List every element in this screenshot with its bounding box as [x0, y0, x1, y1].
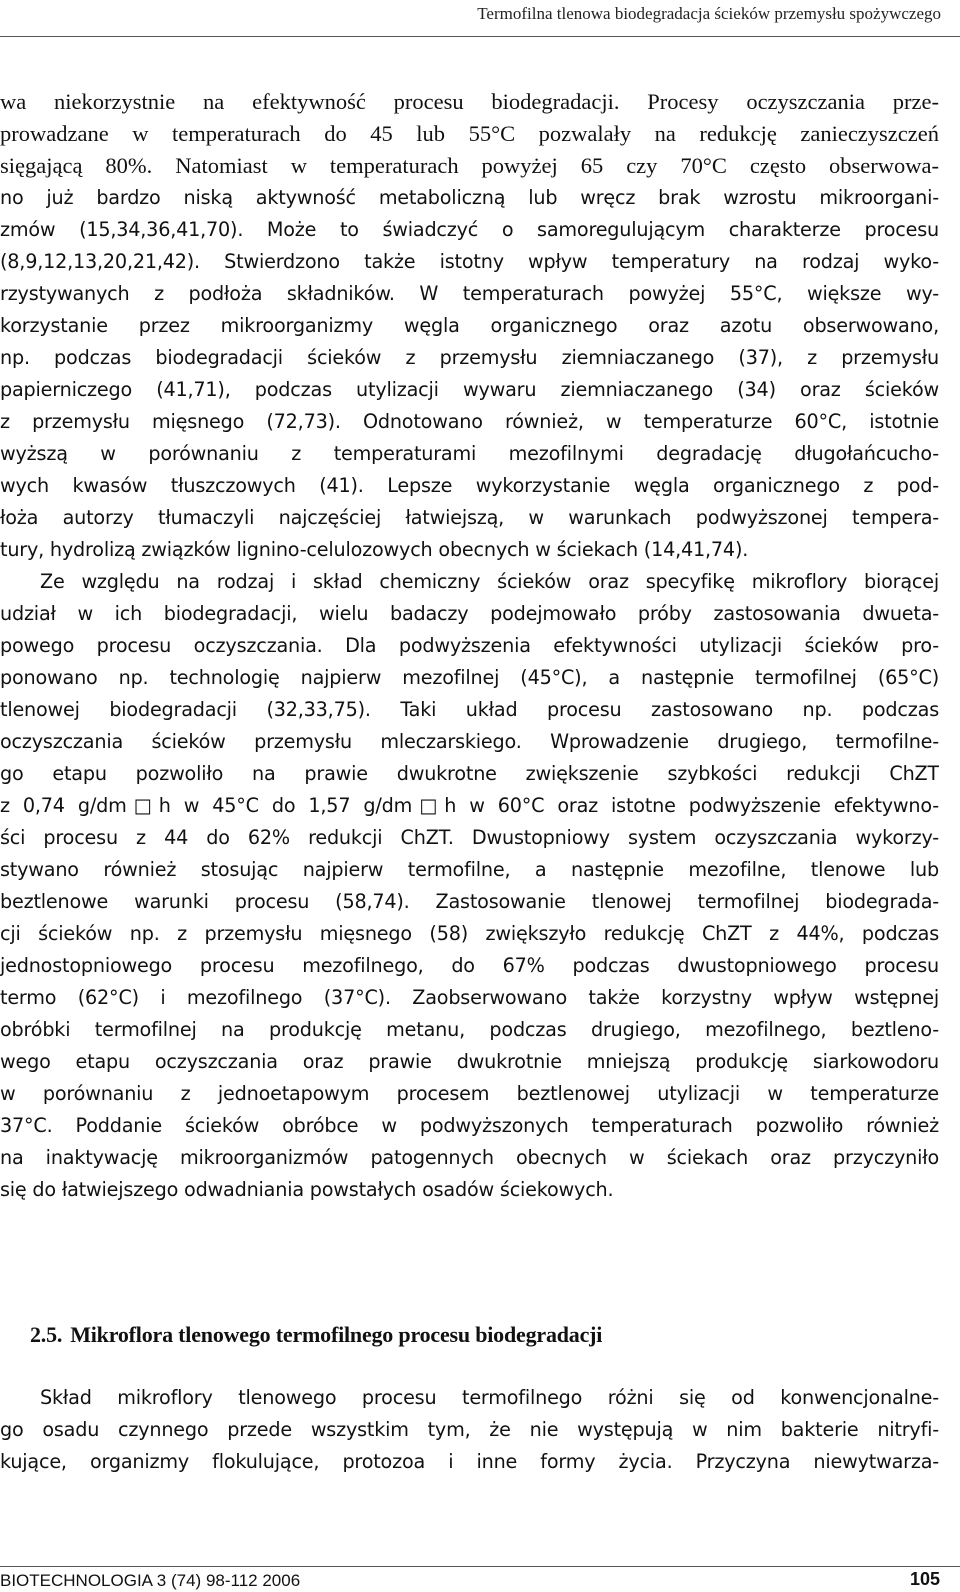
text-line: udział w ich biodegradacji, wielu badaczy podejmowało próby zastosowania dwueta-	[0, 602, 939, 625]
running-header: Termofilna tlenowa biodegradacja ścieków przemysłu spożywczego	[477, 4, 941, 23]
text-line: wyższą w porównaniu z temperaturami mezofilnymi degradację długołańcucho-	[0, 442, 939, 465]
text-line: wych kwasów tłuszczowych (41). Lepsze wykorzystanie węgla organicznego z pod-	[0, 474, 939, 497]
text-line: jednostopniowego procesu mezofilnego, do 67% podczas dwustopniowego procesu	[0, 954, 939, 977]
section-title: Mikroflora tlenowego termofilnego procesu biodegradacji	[70, 1322, 603, 1347]
text-line: 37°C. Poddanie ścieków obróbce w podwyższonych temperaturach pozwoliło również	[0, 1114, 939, 1137]
text-line: go osadu czynnego przede wszystkim tym, że nie występują w nim bakterie nitryfi-	[0, 1418, 939, 1441]
text-line: (8,9,12,13,20,21,42). Stwierdzono także istotny wpływ temperatury na rodzaj wyko-	[0, 250, 939, 273]
text-line: sięgającą 80%. Natomiast w temperaturach powyżej 65 czy 70°C często obserwowa-	[0, 153, 939, 178]
text-line: cji ścieków np. z przemysłu mięsnego (58) zwiększyło redukcję ChZT z 44%, podczas	[0, 922, 939, 945]
text-line: wego etapu oczyszczania oraz prawie dwukrotnie mniejszą produkcję siarkowodoru	[0, 1050, 939, 1073]
text-line: prowadzane w temperaturach do 45 lub 55°C pozwalały na redukcję zanieczyszczeń	[0, 121, 939, 146]
text-line: ści procesu z 44 do 62% redukcji ChZT. Dwustopniowy system oczyszczania wykorzy-	[0, 826, 939, 849]
text-line: łoża autorzy tłumaczyli najczęściej łatwiejszą, w warunkach podwyższonej tempera-	[0, 506, 939, 529]
text-line: kujące, organizmy flokulujące, protozoa i inne formy życia. Przyczyna niewytwarza-	[0, 1450, 939, 1473]
text-line: beztlenowe warunki procesu (58,74). Zastosowanie tlenowej termofilnej biodegrada-	[0, 890, 939, 913]
text-line: ponowano np. technologię najpierw mezofilnej (45°C), a następnie termofilnej (65°C)	[0, 666, 939, 689]
text-line: go etapu pozwoliło na prawie dwukrotne zwiększenie szybkości redukcji ChZT	[0, 762, 939, 785]
text-line: korzystanie przez mikroorganizmy węgla organicznego oraz azotu obserwowano,	[0, 314, 939, 337]
text-line: termo (62°C) i mezofilnego (37°C). Zaobserwowano także korzystny wpływ wstępnej	[0, 986, 939, 1009]
text-line: w porównaniu z jednoetapowym procesem beztlenowej utylizacji w temperaturze	[0, 1082, 939, 1105]
journal-citation: BIOTECHNOLOGIA 3 (74) 98-112 2006	[0, 1571, 301, 1590]
text-line: tlenowej biodegradacji (32,33,75). Taki układ procesu zastosowano np. podczas	[0, 698, 939, 721]
text-line: na inaktywację mikroorganizmów patogennych obecnych w ściekach oraz przyczyniło	[0, 1146, 939, 1169]
text-line: powego procesu oczyszczania. Dla podwyższenia efektywności utylizacji ścieków pro-	[0, 634, 939, 657]
text-line: wa niekorzystnie na efektywność procesu biodegradacji. Procesy oczyszczania prze-	[0, 89, 939, 114]
section-heading	[30, 1322, 602, 1348]
text-line: np. podczas biodegradacji ścieków z przemysłu ziemniaczanego (37), z przemysłu	[0, 346, 939, 369]
text-line: no już bardzo niską aktywność metaboliczną lub wręcz brak wzrostu mikroorgani-	[0, 186, 939, 209]
page-number: 105	[909, 1569, 940, 1589]
text-line: z przemysłu mięsnego (72,73). Odnotowano również, w temperaturze 60°C, istotnie	[0, 410, 939, 433]
text-line: zmów (15,34,36,41,70). Może to świadczyć o samoregulującym charakterze procesu	[0, 218, 939, 241]
text-line: rzystywanych z podłoża składników. W temperaturach powyżej 55°C, większe wy-	[0, 282, 939, 305]
text-line: oczyszczania ścieków przemysłu mleczarskiego. Wprowadzenie drugiego, termofilne-	[0, 730, 939, 753]
text-line: Skład mikroflory tlenowego procesu termofilnego różni się od konwencjonalne-	[40, 1386, 939, 1409]
text-line: się do łatwiejszego odwadniania powstałych osadów ściekowych.	[0, 1178, 614, 1201]
text-line: stywano również stosując najpierw termofilne, a następnie mezofilne, tlenowe lub	[0, 858, 939, 881]
footer-rule	[0, 1566, 960, 1567]
header-rule	[0, 36, 960, 37]
section-number: 2.5.	[30, 1322, 63, 1347]
text-line: Ze względu na rodzaj i skład chemiczny ścieków oraz specyfikę mikroflory biorącej	[40, 570, 939, 593]
text-line: z 0,74 g/dm□h w 45°C do 1,57 g/dm□h w 60°C oraz istotne podwyższenie efektywno-	[0, 794, 939, 817]
text-line: obróbki termofilnej na produkcję metanu, podczas drugiego, mezofilnego, beztleno-	[0, 1018, 939, 1041]
text-line: papierniczego (41,71), podczas utylizacji wywaru ziemniaczanego (34) oraz ścieków	[0, 378, 939, 401]
text-line: tury, hydrolizą związków lignino-celulozowych obecnych w ściekach (14,41,74).	[0, 538, 749, 561]
